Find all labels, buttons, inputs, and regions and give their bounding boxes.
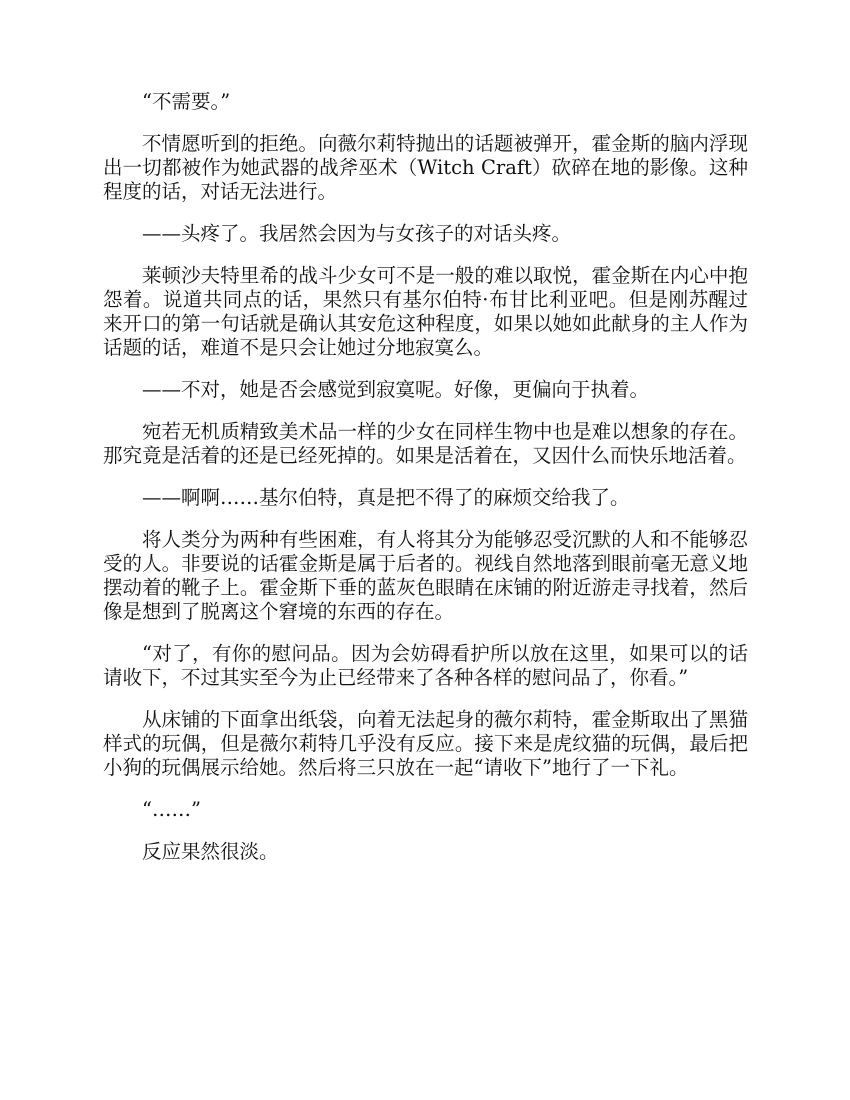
paragraph-11: “……” [142,798,201,821]
paragraph-5: ——不对，她是否会感觉到寂寞呢。好像，更偏向于执着。 [142,378,650,401]
paragraph-3: ——头疼了。我居然会因为与女孩子的对话头疼。 [142,222,572,245]
paragraph-9: “对了，有你的慰问品。因为会妨碍看护所以放在这里，如果可以的话请收下，不过其实至今为止已经带来了各种各样的慰问品了，你看。” [103,642,748,689]
paragraph-7: ——啊啊……基尔伯特，真是把不得了的麻烦交给我了。 [142,486,630,509]
paragraph-8: 将人类分为两种有些困难，有人将其分为能够忍受沉默的人和不能够忍受的人。非要说的话霍金斯是属于后者的。视线自然地落到眼前毫无意义地摆动着的靴子上。霍金斯下垂的蓝灰色眼睛在床铺的附近游走寻找着，然后像是想到了脱离这个窘境的东西的存在。 [103,528,748,623]
paragraph-6: 宛若无机质精致美术品一样的少女在同样生物中也是难以想象的存在。那究竟是活着的还是已经死掉的。如果是活着在，又因什么而快乐地活着。 [103,420,748,467]
paragraph-12: 反应果然很淡。 [142,840,279,863]
paragraph-4: 莱顿沙夫特里希的战斗少女可不是一般的难以取悦，霍金斯在内心中抱怨着。说道共同点的话，果然只有基尔伯特·布甘比利亚吧。但是刚苏醒过来开口的第一句话就是确认其安危这种程度，如果以她如此献身的主人作为话题的话，难道不是只会让她过分地寂寞么。 [103,264,748,359]
paragraph-2: 不情愿听到的拒绝。向薇尔莉特抛出的话题被弹开，霍金斯的脑内浮现出一切都被作为她武器的战斧巫术（Witch Craft）砍碎在地的影像。这种程度的话，对话无法进行。 [103,132,748,203]
paragraph-1: “不需要。” [142,90,231,113]
paragraph-10: 从床铺的下面拿出纸袋，向着无法起身的薇尔莉特，霍金斯取出了黑猫样式的玩偶，但是薇尔莉特几乎没有反应。接下来是虎纹猫的玩偶，最后把小狗的玩偶展示给她。然后将三只放在一起“请收下”地行了一下礼。 [103,708,748,779]
document-page [103,90,748,882]
